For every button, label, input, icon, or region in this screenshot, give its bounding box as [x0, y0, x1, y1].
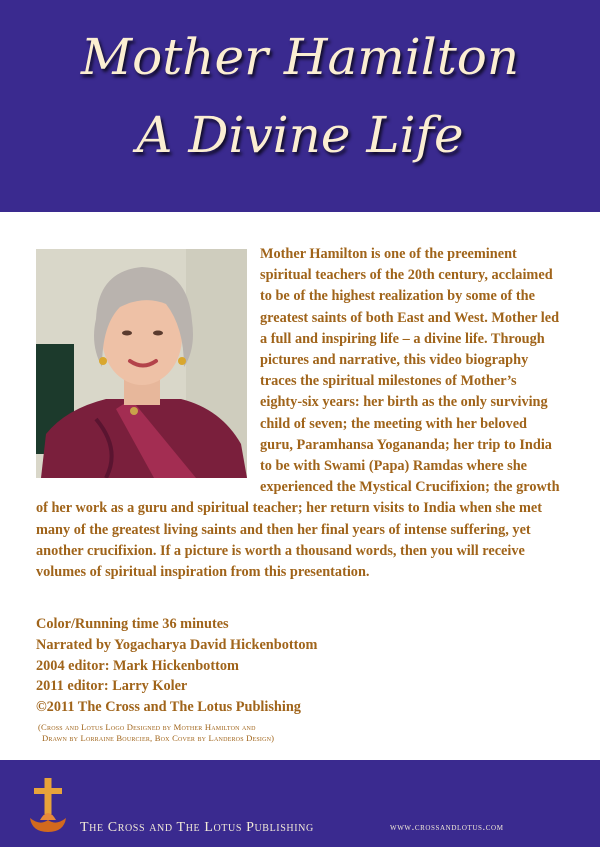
description-text: Mother Hamilton is one of the preeminent spiritual teachers of the 20th century, acclaimed to be of the highest realization by some of the greatest saints of both East and West. Mother led a full and inspiring life – a divine life. Through pictures and narrative, this video biography traces the spiritual milestones of Mother’s eighty-six years: her birth as the only surviving child of seven; the meeting with her beloved guru, Paramhansa Yogananda; her trip to India to be with Swami (Papa) Ramdas where she experienced the Mystical Crucifixion; the growth of her work as a guru and spiritual teacher; her return visits to India when she met many of the greatest living saints and then her final years of intense suffering, yet another crucifixion. If a picture is worth a thousand words, then you will receive volumes of spiritual inspiration from this presentation.	[36, 246, 560, 581]
credits-list	[36, 614, 556, 718]
description-block	[36, 244, 560, 583]
credit-editor-2004: 2004 editor: Mark Hickenbottom	[36, 657, 239, 674]
credit-editor-2011: 2011 editor: Larry Koler	[36, 678, 188, 695]
credit-narrator: Narrated by Yogacharya David Hickenbottom	[36, 636, 318, 653]
title-line-1: Mother Hamilton	[80, 28, 520, 86]
website-link[interactable]: www.crossandlotus.com	[390, 822, 504, 833]
publisher-name: The Cross and The Lotus Publishing	[80, 820, 314, 835]
cross-and-lotus-logo-icon	[26, 776, 70, 836]
title-line-2: A Divine Life	[136, 106, 464, 164]
logo-design-note	[38, 722, 538, 744]
logo-note-line-1: (Cross and Lotus Logo Designed by Mother Hamilton and	[38, 722, 256, 732]
credit-copyright: ©2011 The Cross and The Lotus Publishing	[36, 699, 301, 716]
header-band	[0, 0, 600, 212]
credit-running-time: Color/Running time 36 minutes	[36, 616, 229, 632]
logo-note-line-2: Drawn by Lorraine Bourcier, Box Cover by Landeros Design)	[42, 733, 275, 743]
photo-wrap-spacer	[36, 244, 260, 489]
